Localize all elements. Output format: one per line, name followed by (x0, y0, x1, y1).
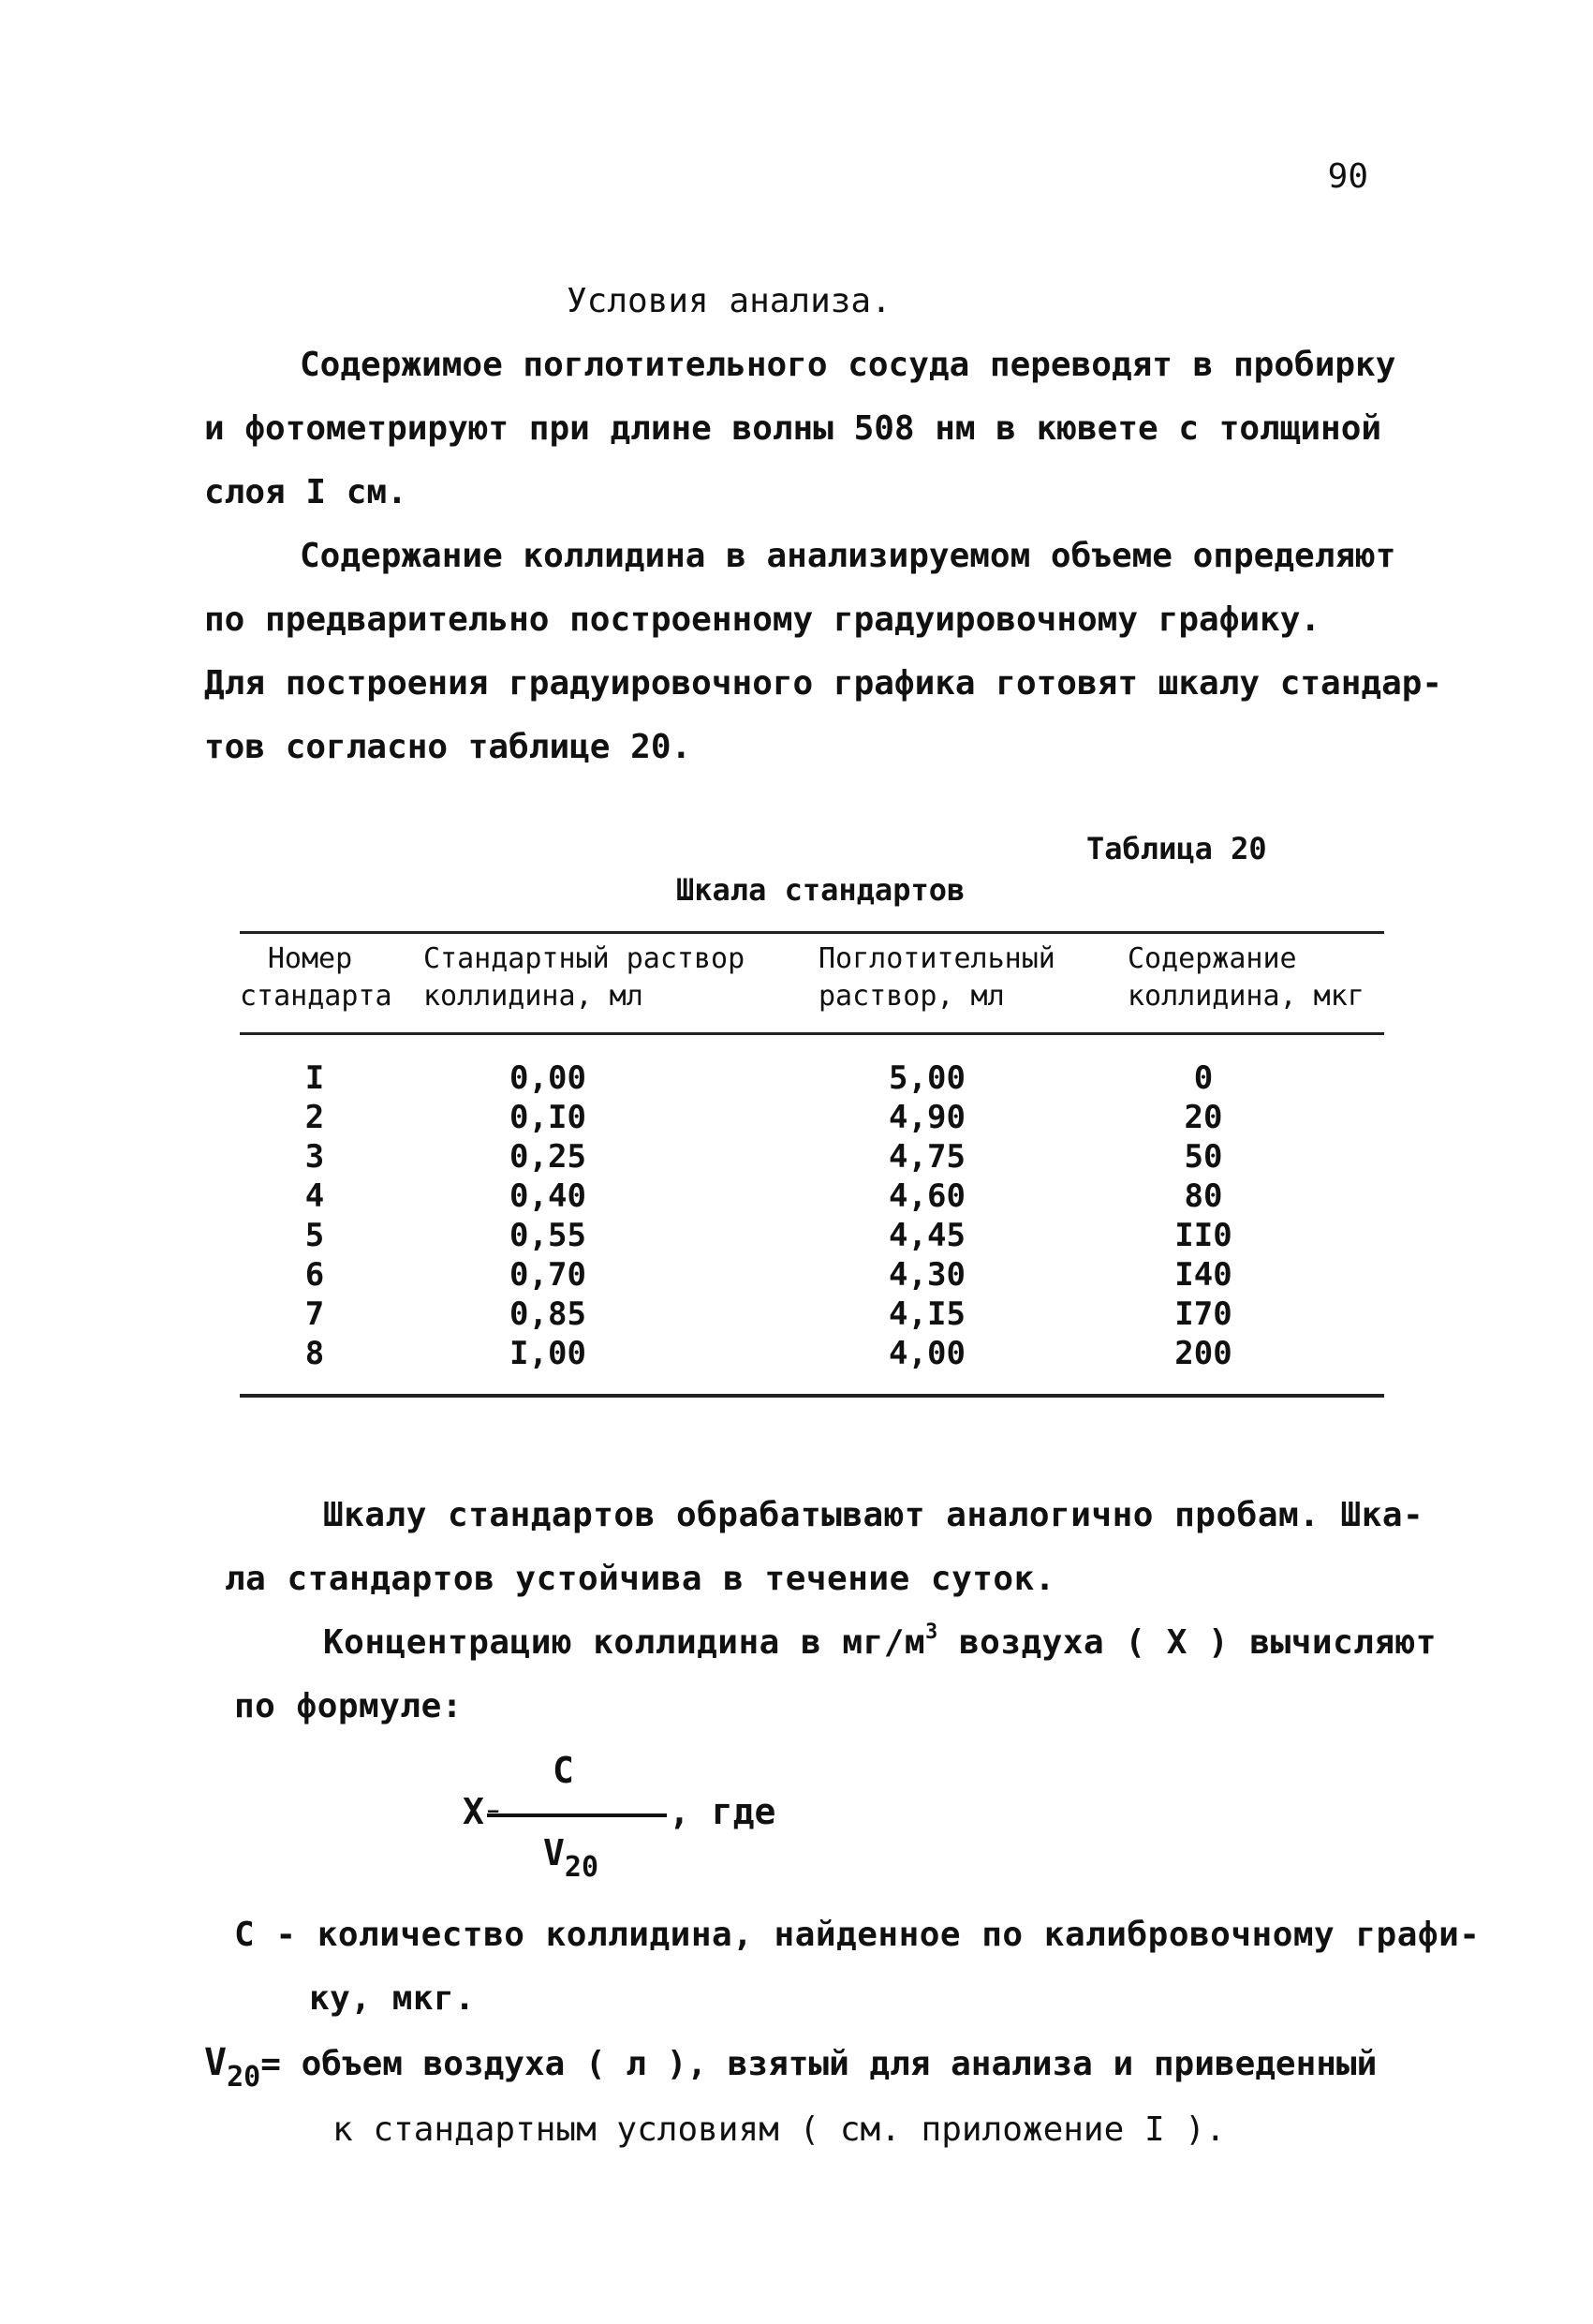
definition-c-line1: C - количество коллидина, найденное по калибровочному графи- (234, 1916, 1481, 1954)
table-title: Шкала стандартов (676, 872, 966, 908)
table-cell: 4,45 (889, 1217, 966, 1254)
header-col1-line1: Номер (267, 942, 353, 975)
formula-numerator: C (553, 1750, 574, 1791)
header-col1-line2: стандарта (240, 980, 392, 1013)
table-cell: 0,85 (509, 1295, 586, 1333)
formula-lhs: X (463, 1791, 484, 1832)
table-cell: 0,70 (509, 1256, 586, 1294)
paragraph4-line1-part2: воздуха ( X ) вычисляют (937, 1623, 1437, 1662)
table-cell: 8 (304, 1335, 325, 1372)
table-cell: 4 (304, 1177, 325, 1215)
table-cell: 3 (304, 1138, 325, 1176)
table-cell: 4,I5 (889, 1295, 966, 1333)
paragraph1-line3: слоя I см. (204, 473, 407, 511)
paragraph4-line1 (323, 1622, 1437, 1668)
header-col4-line2: коллидина, мкг (1128, 980, 1364, 1013)
table-cell: 4,00 (889, 1335, 966, 1372)
formula-denominator-sub: 20 (564, 1851, 599, 1884)
definition-v-sub: 20 (227, 2061, 261, 2094)
formula-fraction-bar (487, 1813, 667, 1817)
paragraph2-line1: Содержание коллидина в анализируемом объеме определяют (300, 537, 1396, 575)
header-col2 (423, 940, 745, 1015)
table-cell: II0 (1174, 1217, 1232, 1254)
header-col2-line2: коллидина, мл (423, 980, 643, 1013)
header-col3-line2: раствор, мл (819, 980, 1005, 1013)
definition-v-var: V (204, 2041, 228, 2084)
paragraph2-line3: Для построения градуировочного графика готовят шкалу стандар- (204, 664, 1443, 703)
header-col4 (1128, 940, 1364, 1015)
paragraph1-line2: и фотометрируют при длине волны 508 нм в кювете с толщиной (204, 409, 1382, 448)
table-cell: 0,I0 (509, 1099, 586, 1136)
header-col3 (819, 940, 1055, 1015)
table-cell: 5 (304, 1217, 325, 1254)
table-header-rule (240, 1032, 1384, 1035)
paragraph3-line1: Шкалу стандартов обрабатывают аналогично пробам. Шка- (323, 1496, 1424, 1534)
table-cell: 4,90 (889, 1099, 966, 1136)
header-col2-line1: Стандартный раствор (423, 942, 745, 975)
table-cell: 0,40 (509, 1177, 586, 1215)
header-col3-line1: Поглотительный (819, 942, 1055, 975)
formula-suffix: , где (669, 1791, 776, 1832)
table-cell: 4,30 (889, 1256, 966, 1294)
table-cell: I,00 (509, 1335, 586, 1372)
table-bottom-rule (240, 1394, 1384, 1398)
table-cell: I70 (1174, 1295, 1232, 1333)
table-cell: I40 (1174, 1256, 1232, 1294)
table-cell: 0 (1193, 1059, 1214, 1097)
definition-v-text: = объем воздуха ( л ), взятый для анализа и приведенный (260, 2045, 1378, 2083)
table-cell: 50 (1184, 1138, 1223, 1176)
table-top-rule (240, 931, 1384, 934)
table-cell: 80 (1184, 1177, 1223, 1215)
table-cell: I (304, 1059, 325, 1097)
page-number: 90 (1327, 157, 1368, 196)
table-cell: 0,25 (509, 1138, 586, 1176)
table-cell: 2 (304, 1099, 325, 1136)
definition-v-line2: к стандартным условиям ( см. приложение I ). (332, 2110, 1226, 2149)
table-cell: 0,55 (509, 1217, 586, 1254)
table-cell: 7 (304, 1295, 325, 1333)
formula-denominator (543, 1832, 599, 1884)
header-col4-line1: Содержание (1128, 942, 1297, 975)
table-cell: 6 (304, 1256, 325, 1294)
table-cell: 20 (1184, 1099, 1223, 1136)
paragraph4-line1-part1: Концентрацию коллидина в мг/м (323, 1623, 926, 1662)
definition-v-line1 (204, 2041, 1378, 2094)
table-cell: 0,00 (509, 1059, 586, 1097)
formula-denominator-var: V (543, 1832, 565, 1873)
paragraph2-line2: по предварительно построенному градуировочному графику. (204, 600, 1321, 639)
table-label: Таблица 20 (1086, 831, 1267, 866)
table-cell: 4,60 (889, 1177, 966, 1215)
table-cell: 200 (1174, 1335, 1232, 1372)
unit-exponent: 3 (925, 1621, 938, 1644)
table-cell: 5,00 (889, 1059, 966, 1097)
paragraph3-line2: ла стандартов устойчива в течение суток. (225, 1560, 1055, 1598)
section-heading: Условия анализа. (567, 282, 892, 320)
header-col1 (240, 940, 392, 1015)
definition-c-line2: ку, мкг. (309, 1979, 476, 2018)
paragraph1-line1: Содержимое поглотительного сосуда переводят в пробирку (300, 346, 1396, 384)
paragraph2-line4: тов согласно таблице 20. (204, 728, 692, 766)
paragraph4-line2: по формуле: (234, 1687, 463, 1725)
table-cell: 4,75 (889, 1138, 966, 1176)
